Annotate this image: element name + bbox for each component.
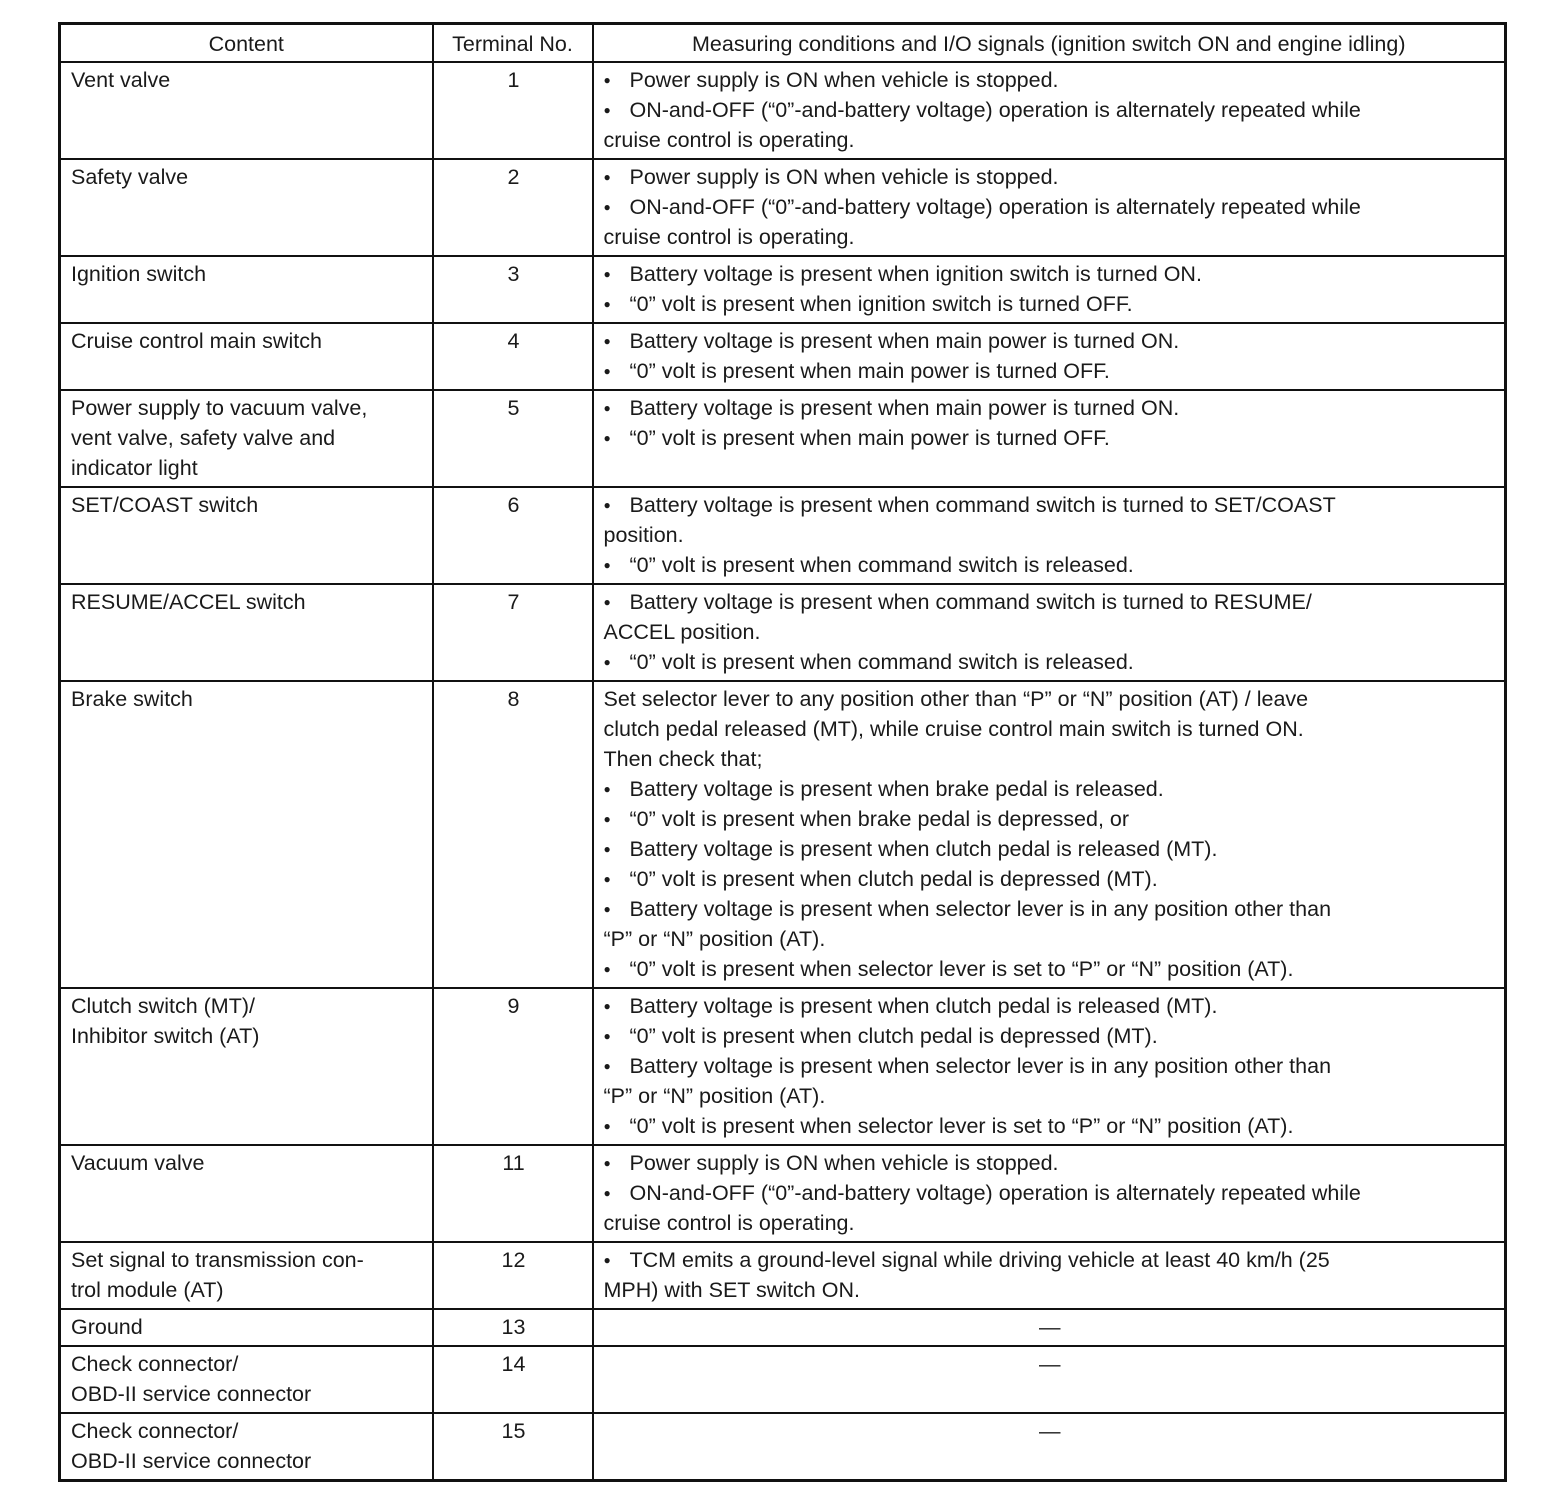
terminal-spec-table (58, 22, 1507, 1482)
header-conditions: Measuring conditions and I/O signals (ignition switch ON and engine idling) (593, 24, 1506, 63)
bullet-line: ● ON-and-OFF (“0”-and-battery voltage) operation is alternately repeated while (604, 95, 1497, 125)
table-row (60, 390, 1506, 487)
content-line: SET/COAST switch (71, 493, 259, 517)
content-line: OBD-II service connector (71, 1382, 312, 1406)
terminal-cell: 14 (433, 1346, 593, 1413)
bullet-line: ● Battery voltage is present when command switch is turned to SET/COAST (604, 490, 1497, 520)
terminal-cell: 6 (433, 487, 593, 584)
table-row (60, 159, 1506, 256)
terminal-cell: 11 (433, 1145, 593, 1242)
content-cell (60, 390, 433, 487)
content-cell (60, 487, 433, 584)
text-line: Set selector lever to any position other than “P” or “N” position (AT) / leave (603, 687, 1309, 711)
content-line: Check connector/ (71, 1352, 239, 1376)
bullet-line: ● “0” volt is present when selector lever is set to “P” or “N” position (AT). (604, 1111, 1497, 1141)
conditions-cell (593, 487, 1506, 584)
content-line: indicator light (71, 456, 198, 480)
bullet-line: ● Battery voltage is present when command switch is turned to RESUME/ (604, 587, 1497, 617)
bullet-line: ● Battery voltage is present when clutch pedal is released (MT). (604, 991, 1497, 1021)
document-page (58, 22, 1504, 1482)
bullet-line: ● “0” volt is present when command switch is released. (604, 647, 1497, 677)
bullet-line: ● Power supply is ON when vehicle is stopped. (604, 162, 1497, 192)
bullet-line: ● “0” volt is present when main power is turned OFF. (604, 423, 1497, 453)
conditions-cell (593, 159, 1506, 256)
text-line: Then check that; (603, 747, 763, 771)
table-row (60, 1413, 1506, 1481)
text-line: MPH) with SET switch ON. (603, 1278, 860, 1302)
bullet-line: ● ON-and-OFF (“0”-and-battery voltage) operation is alternately repeated while (604, 192, 1497, 222)
table-row (60, 323, 1506, 390)
content-cell (60, 1145, 433, 1242)
terminal-cell: 1 (433, 62, 593, 159)
content-line: Check connector/ (71, 1419, 239, 1443)
header-content: Content (60, 24, 433, 63)
content-cell (60, 584, 433, 681)
text-line: position. (603, 523, 684, 547)
not-applicable-dash: — (1039, 1419, 1061, 1443)
table-row (60, 256, 1506, 323)
table-row (60, 1145, 1506, 1242)
bullet-line: ● Battery voltage is present when selector lever is in any position other than (604, 894, 1497, 924)
conditions-cell (593, 1413, 1506, 1481)
content-cell (60, 62, 433, 159)
terminal-cell: 5 (433, 390, 593, 487)
content-line: Vacuum valve (71, 1151, 205, 1175)
conditions-cell (593, 390, 1506, 487)
terminal-cell: 15 (433, 1413, 593, 1481)
content-line: Inhibitor switch (AT) (71, 1024, 260, 1048)
content-cell (60, 1413, 433, 1481)
table-body (60, 62, 1506, 1481)
content-cell (60, 681, 433, 988)
content-line: RESUME/ACCEL switch (71, 590, 306, 614)
bullet-line: ● Battery voltage is present when brake pedal is released. (604, 774, 1497, 804)
bullet-line: ● “0” volt is present when clutch pedal is depressed (MT). (604, 1021, 1497, 1051)
terminal-cell: 8 (433, 681, 593, 988)
terminal-cell: 7 (433, 584, 593, 681)
conditions-cell (593, 1145, 1506, 1242)
content-cell (60, 1242, 433, 1309)
content-line: Cruise control main switch (71, 329, 322, 353)
content-line: vent valve, safety valve and (71, 426, 336, 450)
content-line: Brake switch (71, 687, 193, 711)
bullet-line: ● “0” volt is present when ignition switch is turned OFF. (604, 289, 1497, 319)
content-line: Safety valve (71, 165, 189, 189)
bullet-line: ● Power supply is ON when vehicle is stopped. (604, 1148, 1497, 1178)
header-terminal: Terminal No. (433, 24, 593, 63)
bullet-line: ● “0” volt is present when brake pedal is depressed, or (604, 804, 1497, 834)
content-cell (60, 1346, 433, 1413)
table-row (60, 1242, 1506, 1309)
table-header-row (60, 24, 1506, 63)
table-row (60, 487, 1506, 584)
not-applicable-dash: — (1039, 1352, 1061, 1376)
bullet-line: ● “0” volt is present when selector lever is set to “P” or “N” position (AT). (604, 954, 1497, 984)
conditions-cell (593, 323, 1506, 390)
content-cell (60, 988, 433, 1145)
content-line: Power supply to vacuum valve, (71, 396, 368, 420)
terminal-cell: 9 (433, 988, 593, 1145)
content-line: Set signal to transmission con- (71, 1248, 364, 1272)
text-line: cruise control is operating. (603, 128, 855, 152)
terminal-cell: 12 (433, 1242, 593, 1309)
bullet-line: ● ON-and-OFF (“0”-and-battery voltage) operation is alternately repeated while (604, 1178, 1497, 1208)
bullet-line: ● Battery voltage is present when selector lever is in any position other than (604, 1051, 1497, 1081)
content-line: Ground (71, 1315, 143, 1339)
bullet-line: ● “0” volt is present when clutch pedal is depressed (MT). (604, 864, 1497, 894)
conditions-cell (593, 584, 1506, 681)
text-line: “P” or “N” position (AT). (603, 1084, 826, 1108)
bullet-line: ● Battery voltage is present when ignition switch is turned ON. (604, 259, 1497, 289)
table-row (60, 1309, 1506, 1346)
content-line: Vent valve (71, 68, 171, 92)
content-line: Ignition switch (71, 262, 207, 286)
content-cell (60, 1309, 433, 1346)
table-row (60, 584, 1506, 681)
conditions-cell (593, 256, 1506, 323)
bullet-line: ● Power supply is ON when vehicle is stopped. (604, 65, 1497, 95)
conditions-cell (593, 62, 1506, 159)
text-line: “P” or “N” position (AT). (603, 927, 826, 951)
conditions-cell (593, 988, 1506, 1145)
conditions-cell (593, 1346, 1506, 1413)
conditions-cell (593, 681, 1506, 988)
content-line: Clutch switch (MT)/ (71, 994, 255, 1018)
table-row (60, 62, 1506, 159)
bullet-line: ● “0” volt is present when main power is turned OFF. (604, 356, 1497, 386)
bullet-line: ● Battery voltage is present when clutch pedal is released (MT). (604, 834, 1497, 864)
bullet-line: ● Battery voltage is present when main power is turned ON. (604, 326, 1497, 356)
text-line: ACCEL position. (603, 620, 761, 644)
conditions-cell (593, 1242, 1506, 1309)
terminal-cell: 3 (433, 256, 593, 323)
table-row (60, 1346, 1506, 1413)
not-applicable-dash: — (1039, 1315, 1061, 1339)
content-cell (60, 159, 433, 256)
terminal-cell: 13 (433, 1309, 593, 1346)
conditions-cell (593, 1309, 1506, 1346)
text-line: cruise control is operating. (603, 225, 855, 249)
text-line: clutch pedal released (MT), while cruise control main switch is turned ON. (603, 717, 1304, 741)
content-line: trol module (AT) (71, 1278, 224, 1302)
bullet-line: ● TCM emits a ground-level signal while driving vehicle at least 40 km/h (25 (604, 1245, 1497, 1275)
text-line: cruise control is operating. (603, 1211, 855, 1235)
terminal-cell: 2 (433, 159, 593, 256)
terminal-cell: 4 (433, 323, 593, 390)
content-cell (60, 256, 433, 323)
bullet-line: ● “0” volt is present when command switch is released. (604, 550, 1497, 580)
content-cell (60, 323, 433, 390)
table-row (60, 681, 1506, 988)
bullet-line: ● Battery voltage is present when main power is turned ON. (604, 393, 1497, 423)
content-line: OBD-II service connector (71, 1449, 312, 1473)
table-row (60, 988, 1506, 1145)
